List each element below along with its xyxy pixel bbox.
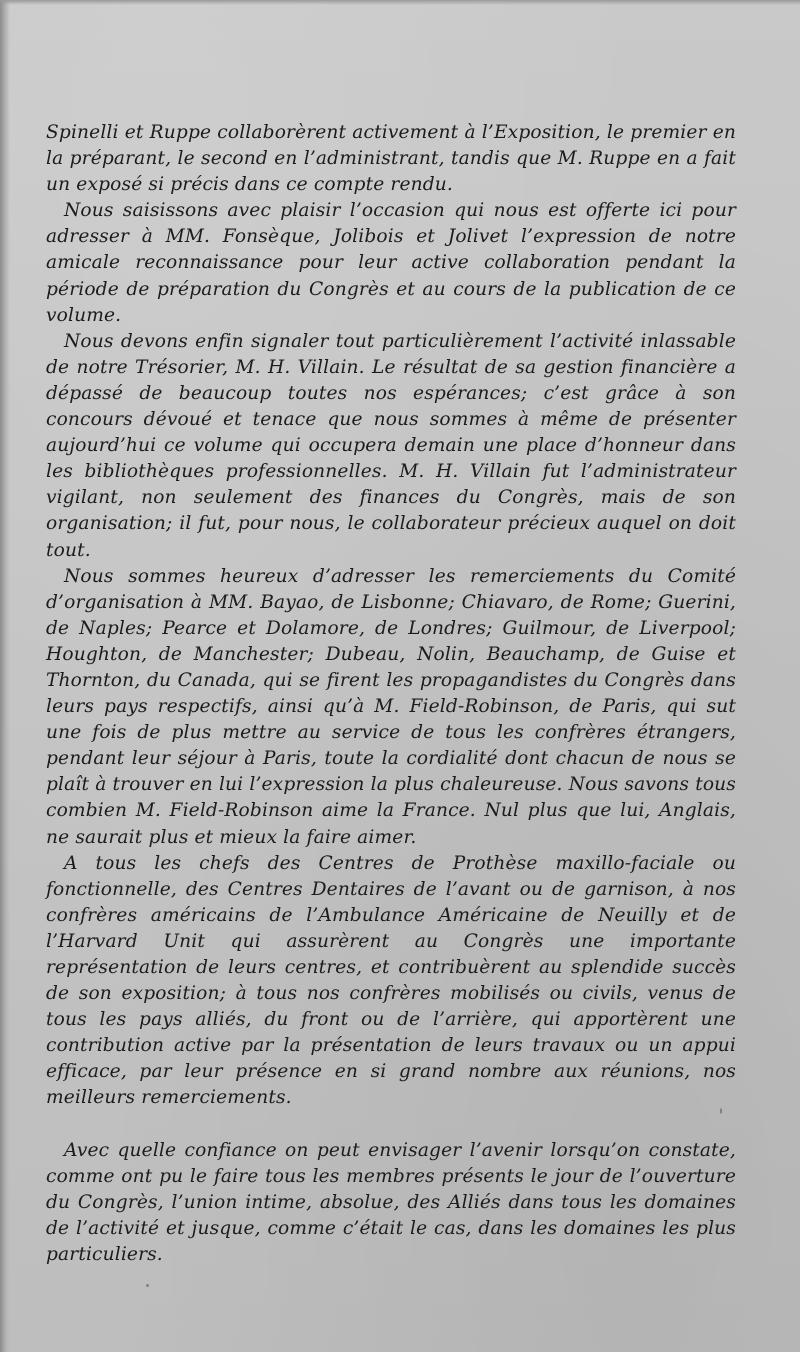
paragraph-continuation: Spinelli et Ruppe collaborèrent activement à l’Exposition, le premier en la préparant, le second en l’administrant, tandis que M. Ruppe en a fait un exposé si précis dans ce compte rendu. — [46, 122, 736, 196]
page-top-edge-shadow — [0, 0, 800, 5]
page-left-edge-shadow — [0, 0, 10, 1352]
print-speck — [146, 1284, 149, 1287]
print-speck — [720, 1108, 722, 1114]
paragraph-treasurer: Nous devons enfin signaler tout particulièrement l’activité inlassable de notre Trésorier, M. H. Villain. Le résultat de sa gestion financière a dépassé de beaucoup toutes nos espérances; c’est grâce à son concours dévoué et tenace que nous sommes à même de présenter aujourd’hui ce volume qui occupera demain une place d’honneur dans les bibliothèques professionnelles. M. H. Villain fut l’administrateur vigilant, non seulement des finances du Congrès, mais de son organisation; il fut, pour nous, le collaborateur précieux auquel on doit tout. — [46, 330, 736, 561]
paragraph-conclusion: Avec quelle confiance on peut envisager l’avenir lorsqu’on constate, comme ont pu le faire tous les membres présents le jour de l’ouverture du Congrès, l’union intime, absolue, des Alliés dans tous les domaines de l’activité et jusque, comme c’était le cas, dans les domaines les plus particuliers. — [46, 1139, 736, 1265]
paragraph-centres-thanks: A tous les chefs des Centres de Prothèse maxillo-faciale ou fonctionnelle, des Centres Dentaires de l’avant ou de garnison, à nos confrères américains de l’Ambulance Américaine de Neuilly et de l’Harvard Unit qui assurèrent au Congrès une importante représentation de leurs centres, et contribuèrent au splendide succès de son exposition; à tous nos confrères mobilisés ou civils, venus de tous les pays alliés, du front ou de l’arrière, qui apportèrent une contribution active par la présentation de leurs travaux ou un appui efficace, par leur présence en si grand nombre aux réunions, nos meilleurs remerciements. — [46, 852, 736, 1109]
paragraph-spacer — [46, 1112, 736, 1138]
paragraph-thanks-collaborators: Nous saisissons avec plaisir l’occasion qui nous est offerte ici pour adresser à MM. Fonsèque, Jolibois et Jolivet l’expression de notre amicale reconnaissance pour leur active collaboration pendant la période de préparation du Congrès et au cours de la publication de ce volume. — [46, 200, 736, 326]
body-text — [46, 120, 736, 1268]
paragraph-foreign-thanks: Nous sommes heureux d’adresser les remerciements du Comité d’organisation à MM. Bayao, de Lisbonne; Chiavaro, de Rome; Guerini, de Naples; Pearce et Dolamore, de Londres; Guilmour, de Liverpool; Houghton, de Manchester; Dubeau, Nolin, Beauchamp, de Guise et Thornton, du Canada, qui se firent les propagandistes du Congrès dans leurs pays respectifs, ainsi qu’à M. Field-Robinson, de Paris, qui sut une fois de plus mettre au service de tous les confrères étrangers, pendant leur séjour à Paris, toute la cordialité dont chacun de nous se plaît à trouver en lui l’expression la plus chaleureuse. Nous savons tous combien M. Field-Robinson aime la France. Nul plus que lui, Anglais, ne saurait plus et mieux la faire aimer. — [46, 565, 736, 848]
